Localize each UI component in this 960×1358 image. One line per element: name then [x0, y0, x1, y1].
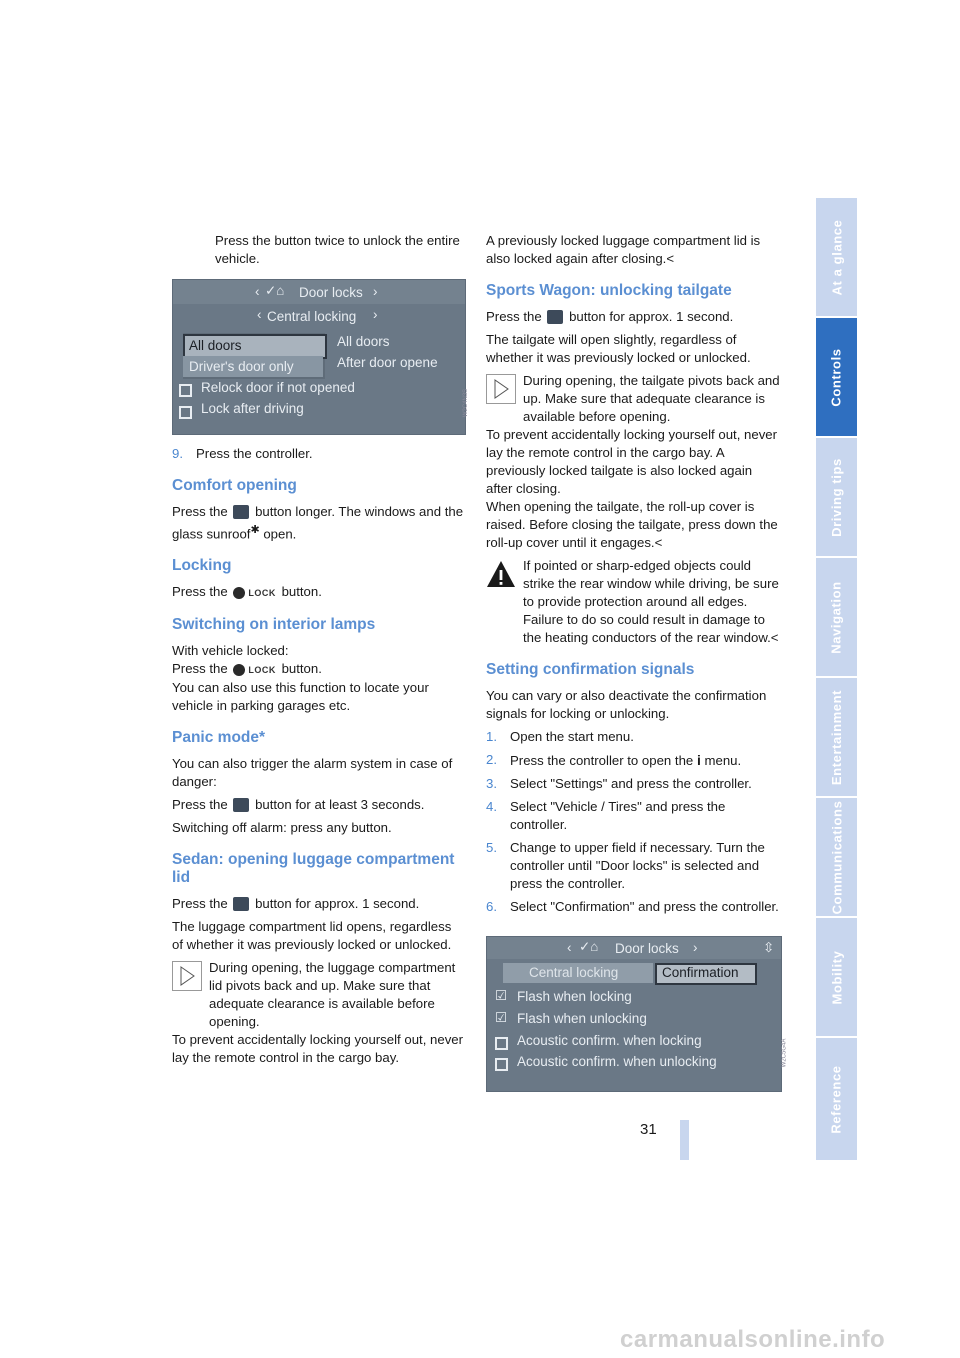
arrow-left-icon: ‹ — [257, 307, 262, 322]
left-column-body — [172, 445, 464, 1072]
wagon-note-3: When opening the tailgate, the roll-up cover is raised. Before closing the tailgate, press down the roll-up cover until it engages.< — [486, 499, 778, 550]
side-tab-controls[interactable]: Controls — [816, 318, 857, 436]
tab-central-locking-label: Central locking — [529, 965, 619, 980]
intro-text: Press the button twice to unlock the entire vehicle. — [215, 233, 460, 266]
row-acoustic-locking: Acoustic confirm. when locking — [517, 1033, 702, 1048]
list-item: 3. Select "Settings" and press the controller. — [486, 776, 752, 791]
side-tab-entertainment[interactable]: Entertainment — [816, 678, 857, 796]
sedan-text-1: Press the button for approx. 1 second. — [172, 896, 420, 912]
heading-sports-wagon: Sports Wagon: unlocking tailgate — [486, 282, 732, 299]
screen-header: Door locks — [299, 285, 363, 300]
heading-sedan-luggage: Sedan: opening luggage compartment lid — [172, 851, 455, 887]
step-9: 9. Press the controller. — [172, 446, 313, 461]
warning-triangle-icon — [486, 559, 516, 589]
heading-confirmation-signals: Setting confirmation signals — [486, 661, 695, 678]
heading-interior-lamps: Switching on interior lamps — [172, 616, 376, 634]
watermark: carmanualsonline.info — [620, 1326, 886, 1353]
check-icon: ☑ — [495, 988, 508, 1003]
side-tab-communications[interactable]: Communications — [816, 798, 857, 916]
checkbox-acoustic-locking[interactable] — [495, 1037, 508, 1050]
tailgate-button-icon — [547, 310, 563, 324]
side-tab-navigation[interactable]: Navigation — [816, 558, 857, 676]
info-i-icon: i — [696, 752, 701, 768]
lamps-text: With vehicle locked: Press the LOCK button. You can also use this function to locate your vehicle in parking garages etc. — [172, 643, 429, 714]
right-column — [486, 232, 780, 921]
row-acoustic-unlocking: Acoustic confirm. when unlocking — [517, 1054, 717, 1069]
row-flash-locking: Flash when locking — [517, 989, 632, 1004]
wagon-note: During opening, the tailgate pivots back and up. Make sure that adequate clearance is available before opening. — [486, 372, 780, 426]
screen-subheader: Central locking — [267, 309, 357, 324]
locking-text: Press the LOCK button. — [172, 583, 464, 602]
option-drivers-door-label: Driver's door only — [189, 359, 294, 374]
screen-header: Door locks — [615, 941, 679, 956]
row-flash-unlocking: Flash when unlocking — [517, 1011, 647, 1026]
arrow-left-icon: ‹ — [567, 940, 572, 955]
arrow-right-icon: › — [693, 940, 698, 955]
checkbox-lock-after-driving-label: Lock after driving — [201, 401, 304, 416]
asterisk-icon: ✱ — [250, 524, 260, 536]
side-tab-reference[interactable]: Reference — [816, 1038, 857, 1160]
note-triangle-icon — [172, 961, 202, 991]
sedan-note: During opening, the luggage compartment lid pivots back and up. Make sure that adequate clearance is available before opening. — [172, 959, 464, 1031]
option-all-doors-label: All doors — [189, 338, 242, 353]
image-code: W2C4N3S — [463, 388, 470, 418]
comfort-text: Press the button longer. The windows and the glass sunroof✱ open. — [172, 504, 464, 542]
note-triangle-icon — [486, 374, 516, 404]
side-tab-mobility[interactable]: Mobility — [816, 918, 857, 1036]
side-tab-at-a-glance[interactable]: At a glance — [816, 198, 857, 316]
vehicle-check-icon: ✓⌂ — [579, 939, 599, 954]
list-item: 5. Change to upper field if necessary. Turn the controller until "Door locks" is selected and press the controller. — [486, 840, 765, 891]
heading-comfort-opening: Comfort opening — [172, 477, 297, 494]
idrive-door-locks-screenshot — [172, 279, 466, 435]
panic-button-icon — [233, 798, 249, 812]
list-item: 1. Open the start menu. — [486, 729, 634, 744]
image-code: W2C5G4A — [781, 1038, 788, 1068]
heading-locking: Locking — [172, 557, 232, 575]
arrow-right-icon: › — [373, 284, 378, 299]
warning-note: If pointed or sharp-edged objects could strike the rear window while driving, be sure to provide protection around all edges. Failure to do so could result in damage to the heating conductors of the rear window.< — [486, 557, 780, 647]
left-column — [172, 232, 464, 273]
checkbox-relock[interactable] — [179, 384, 192, 397]
check-icon: ☑ — [495, 1010, 508, 1025]
checkbox-acoustic-unlocking[interactable] — [495, 1058, 508, 1071]
right-option-1: All doors — [337, 334, 390, 349]
page-number-bar — [680, 1120, 689, 1160]
sedan-text-2: The luggage compartment lid opens, regardless of whether it was previously locked or unlocked. — [172, 919, 452, 953]
lock-button-icon: LOCK — [233, 661, 276, 679]
panic-text-3: Switching off alarm: press any button. — [172, 820, 392, 836]
list-item: 2. Press the controller to open the i menu. — [486, 752, 742, 768]
arrow-right-icon: › — [373, 307, 378, 322]
scroll-icon: ⇳ — [763, 940, 775, 955]
heading-panic-mode: Panic mode* — [172, 729, 266, 747]
trunk-button-icon — [233, 897, 249, 911]
sedan-note-2: To prevent accidentally locking yourself out, never lay the remote control in the cargo bay. — [172, 1032, 464, 1066]
remote-unlock-icon — [233, 505, 249, 519]
tab-confirmation-label: Confirmation — [662, 965, 739, 980]
list-item: 6. Select "Confirmation" and press the controller. — [486, 899, 779, 914]
wagon-note-2: To prevent accidentally locking yourself out, never lay the remote control in the cargo bay. A previously locked tailgate is also locked again after closing. — [486, 427, 778, 496]
checkbox-lock-after-driving[interactable] — [179, 406, 192, 419]
vehicle-check-icon: ✓⌂ — [265, 283, 285, 298]
side-tab-driving-tips[interactable]: Driving tips — [816, 438, 857, 556]
panic-text-1: You can also trigger the alarm system in case of danger: — [172, 756, 453, 790]
confirmation-text: You can vary or also deactivate the confirmation signals for locking or unlocking. — [486, 688, 767, 721]
wagon-text-1: Press the button for approx. 1 second. — [486, 309, 734, 324]
luggage-relock-text: A previously locked luggage compartment lid is also locked again after closing.< — [486, 233, 761, 266]
wagon-text-2: The tailgate will open slightly, regardless of whether it was previously locked or unlocked. — [486, 332, 751, 365]
idrive-confirmation-screenshot — [486, 936, 782, 1092]
checkbox-relock-label: Relock door if not opened — [201, 380, 355, 395]
right-option-2: After door opene — [337, 355, 438, 370]
panic-text-2: Press the button for at least 3 seconds. — [172, 797, 425, 813]
lock-button-icon: LOCK — [233, 584, 276, 602]
list-item: 4. Select "Vehicle / Tires" and press the controller. — [486, 799, 726, 832]
arrow-left-icon: ‹ — [255, 284, 260, 299]
page-number: 31 — [640, 1121, 657, 1138]
